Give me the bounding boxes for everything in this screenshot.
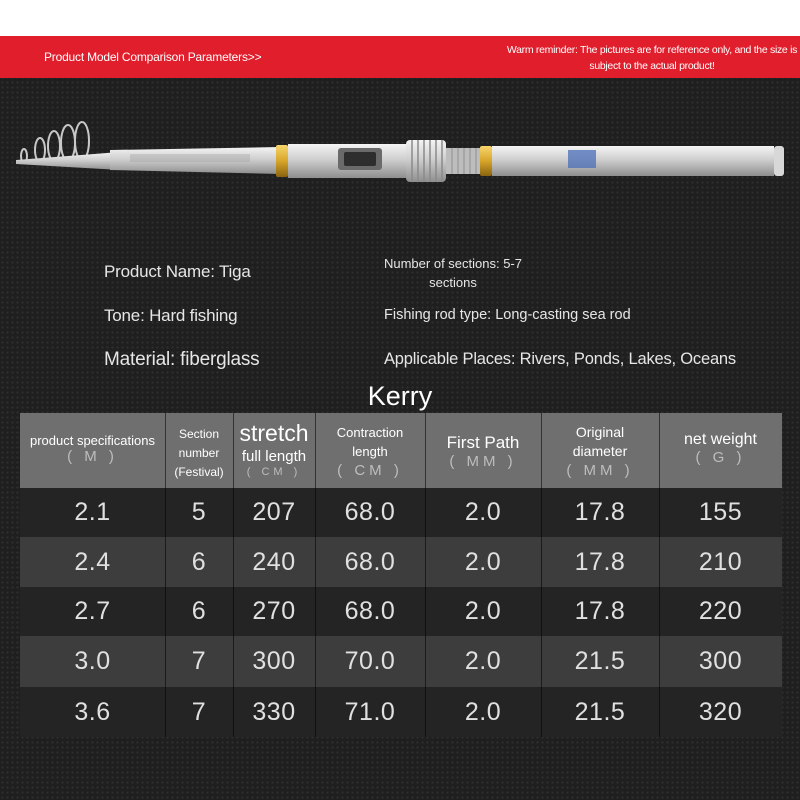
cell-contraction: 68.0: [344, 547, 396, 576]
header-sublabel: full length: [241, 448, 307, 465]
top-margin: [0, 0, 800, 36]
cell-spec: 2.4: [74, 547, 111, 576]
banner-title: Product Model Comparison Parameters>>: [44, 50, 262, 64]
column-divider: [541, 413, 542, 737]
spec-tone: Tone: Hard fishing: [104, 306, 238, 325]
header-stretch-full-length: [233, 413, 315, 488]
cell-full-length: 330: [252, 697, 296, 726]
spec-sections: [378, 254, 528, 292]
header-unit: ( CM ): [246, 466, 302, 478]
header-unit: ( G ): [695, 449, 746, 466]
cell-diameter: 21.5: [574, 647, 626, 675]
cell-weight: 210: [698, 547, 743, 576]
cell-diameter: 21.5: [574, 697, 626, 726]
cell-diameter: 17.8: [574, 597, 626, 625]
column-divider: [315, 413, 316, 737]
cell-full-length: 240: [252, 547, 296, 576]
cell-first-path: 2.0: [464, 697, 502, 726]
cell-spec: 3.0: [74, 647, 111, 675]
spec-material: Material: fiberglass: [104, 349, 260, 370]
header-contraction-length: [315, 413, 425, 488]
cell-diameter: 17.8: [574, 498, 626, 526]
header-unit: ( CM ): [337, 462, 403, 479]
cell-weight: 220: [698, 597, 743, 625]
cell-full-length: 300: [252, 647, 296, 675]
table-row: [20, 587, 782, 636]
column-divider: [659, 413, 660, 737]
cell-weight: 300: [698, 647, 743, 675]
header-unit: (Festival): [174, 465, 224, 479]
table-header: [20, 413, 782, 488]
spec-rod-type: Fishing rod type: Long-casting sea rod: [384, 307, 631, 323]
header-unit: ( M ): [67, 448, 118, 465]
header-unit: ( MM ): [566, 462, 634, 479]
header-net-weight: [659, 413, 782, 488]
header-section-number: [165, 413, 233, 488]
cell-weight: 320: [698, 697, 743, 726]
cell-first-path: 2.0: [464, 597, 502, 625]
spec-sections-line-1: Number of sections: 5-7: [383, 256, 522, 271]
brand-name: Kerry: [367, 381, 433, 411]
column-divider: [233, 413, 234, 737]
cell-first-path: 2.0: [464, 498, 502, 526]
header-label: Original diameter: [572, 424, 628, 459]
spec-sections-line-2: sections: [429, 275, 477, 290]
cell-contraction: 70.0: [344, 647, 396, 675]
cell-sections: 7: [191, 647, 207, 675]
cell-spec: 2.1: [74, 498, 111, 526]
cell-spec: 2.7: [74, 597, 111, 625]
column-divider: [425, 413, 426, 737]
cell-diameter: 17.8: [574, 547, 626, 576]
table-row: [20, 636, 782, 687]
column-divider: [165, 413, 166, 737]
warm-reminder-line-2: subject to the actual product!: [589, 60, 715, 72]
header-original-diameter: [541, 413, 659, 488]
header-product-specifications: [20, 413, 165, 488]
header-label: First Path: [446, 433, 520, 452]
cell-sections: 5: [191, 498, 207, 526]
table-row: [20, 537, 782, 587]
cell-weight: 155: [698, 498, 743, 526]
warm-reminder-line-1: Warm reminder: The pictures are for reference only, and the size is: [506, 44, 798, 56]
table-row: [20, 488, 782, 537]
cell-full-length: 207: [252, 498, 296, 526]
cell-contraction: 71.0: [344, 697, 396, 726]
fishing-rod-image: [0, 110, 800, 210]
header-label: Section number: [178, 427, 220, 460]
cell-first-path: 2.0: [464, 647, 502, 675]
cell-contraction: 68.0: [344, 597, 396, 625]
cell-spec: 3.6: [74, 697, 111, 726]
header-unit: ( MM ): [449, 453, 517, 470]
header-label: stretch: [239, 420, 309, 446]
header-label: product specifications: [29, 433, 155, 448]
header-label: net weight: [684, 431, 757, 448]
cell-full-length: 270: [252, 597, 296, 625]
cell-sections: 6: [191, 597, 207, 625]
header-first-path: [425, 413, 541, 488]
spec-product-name: Product Name: Tiga: [104, 262, 251, 281]
header-label: Contraction length: [336, 425, 404, 459]
cell-contraction: 68.0: [344, 498, 396, 526]
cell-sections: 6: [191, 547, 207, 576]
table-row: [20, 687, 782, 737]
cell-first-path: 2.0: [464, 547, 502, 576]
cell-sections: 7: [191, 697, 207, 726]
spec-places: Applicable Places: Rivers, Ponds, Lakes, Oceans: [384, 350, 736, 368]
warm-reminder: [494, 42, 800, 74]
